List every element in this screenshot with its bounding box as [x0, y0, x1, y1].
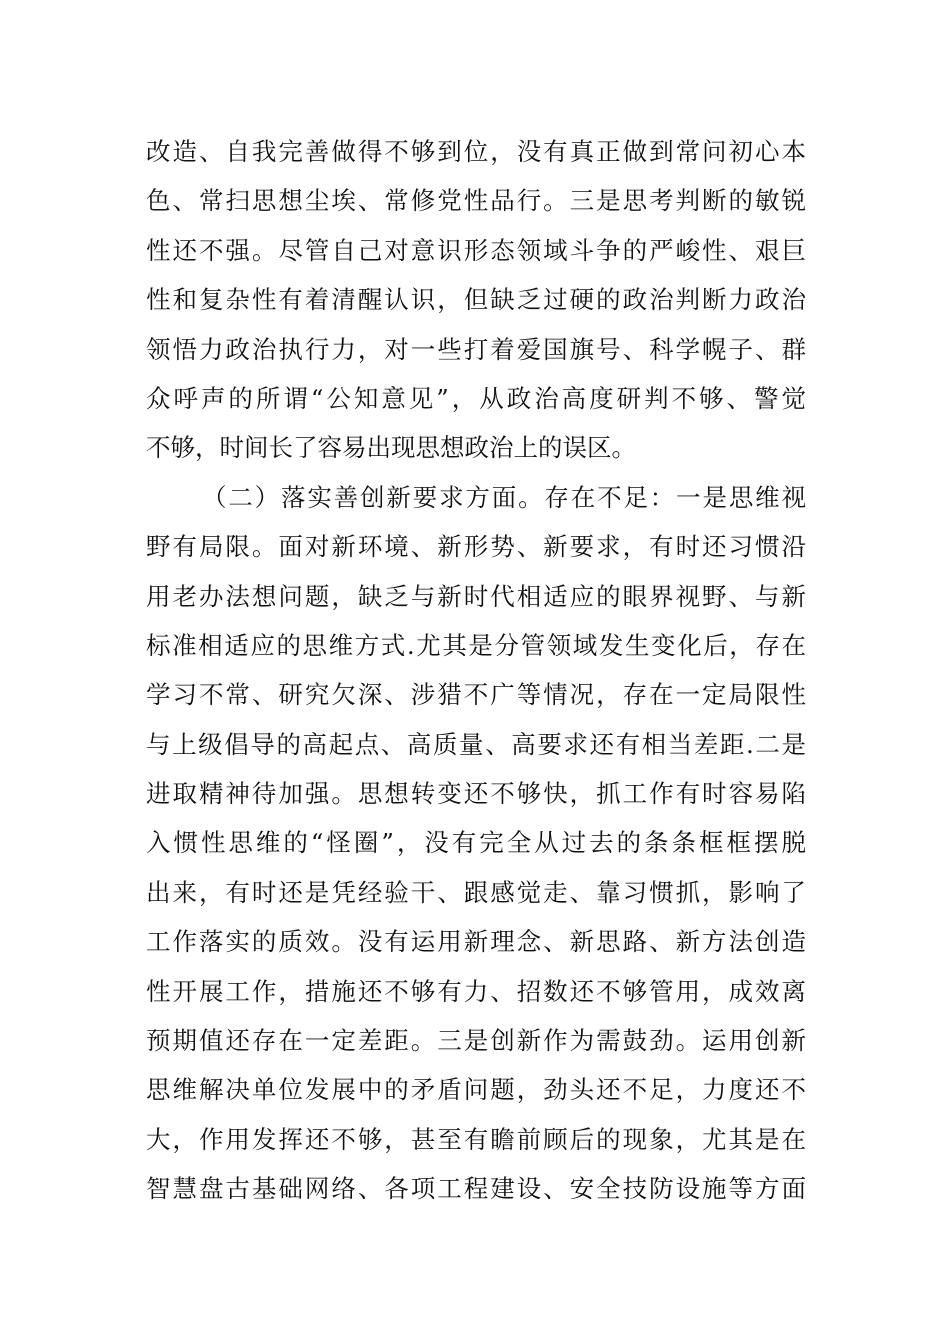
text-line: 进取精神待加强。思想转变还不够快，抓工作有时容易陷 [146, 779, 806, 809]
text-line: 性和复杂性有着清醒认识，但缺乏过硬的政治判断力政治 [146, 285, 806, 315]
text-line: 色、常扫思想尘埃、常修党性品行。三是思考判断的敏锐 [146, 186, 806, 216]
text-line: 思维解决单位发展中的矛盾问题，劲头还不足，力度还不 [146, 1075, 806, 1105]
section-heading-line: （二）落实善创新要求方面。存在不足：一是思维视 [202, 482, 806, 512]
text-line: 预期值还存在一定差距。三是创新作为需鼓劲。运用创新 [146, 1026, 806, 1056]
text-line: 众呼声的所谓“公知意见”，从政治高度研判不够、警觉 [146, 383, 806, 413]
text-line: 学习不常、研究欠深、涉猎不广等情况，存在一定局限性 [146, 680, 806, 710]
body-text [146, 127, 806, 1214]
text-line: 性还不强。尽管自己对意识形态领域斗争的严峻性、艰巨 [146, 235, 806, 265]
text-line: 性开展工作，措施还不够有力、招数还不够管用，成效离 [146, 976, 806, 1006]
text-line: 改造、自我完善做得不够到位，没有真正做到常问初心本 [146, 137, 806, 166]
text-line: 领悟力政治执行力，对一些打着爱国旗号、科学幌子、群 [146, 334, 806, 364]
paragraph-end-line: 不够，时间长了容易出现思想政治上的误区。 [146, 433, 636, 463]
text-line: 出来，有时还是凭经验干、跟感觉走、靠习惯抓，影响了 [146, 877, 806, 907]
text-line: 工作落实的质效。没有运用新理念、新思路、新方法创造 [146, 927, 806, 957]
text-line: 野有局限。面对新环境、新形势、新要求，有时还习惯沿 [146, 532, 806, 562]
text-line: 与上级倡导的高起点、高质量、高要求还有相当差距.二是 [146, 729, 806, 759]
text-line: 入惯性思维的“怪圈”，没有完全从过去的条条框框摆脱 [146, 828, 806, 858]
text-line: 标准相适应的思维方式.尤其是分管领域发生变化后，存在 [146, 630, 806, 660]
text-line: 智慧盘古基础网络、各项工程建设、安全技防设施等方面 [146, 1174, 806, 1204]
text-line: 大，作用发挥还不够，甚至有瞻前顾后的现象，尤其是在 [146, 1124, 806, 1154]
text-line: 用老办法想问题，缺乏与新时代相适应的眼界视野、与新 [146, 581, 806, 611]
